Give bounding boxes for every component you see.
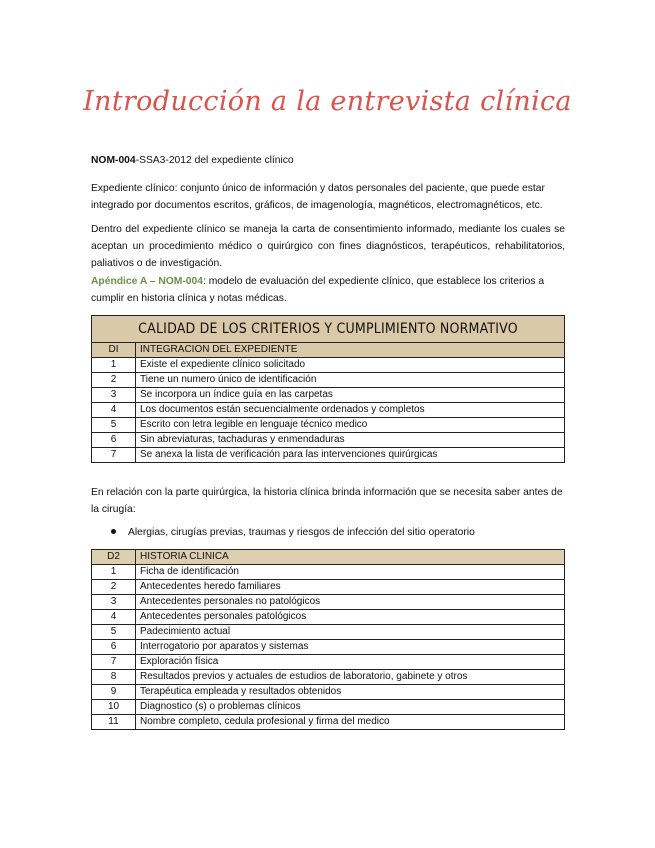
table-row xyxy=(92,565,565,580)
nom-code: NOM-004 xyxy=(91,155,136,166)
row-number: 1 xyxy=(92,358,136,373)
criteria-table-body xyxy=(92,358,565,463)
row-number: 4 xyxy=(92,610,136,625)
row-text: Terapéutica empleada y resultados obtenidos xyxy=(136,685,565,700)
row-number: 2 xyxy=(92,580,136,595)
row-number: 8 xyxy=(92,670,136,685)
row-number: 1 xyxy=(92,565,136,580)
table-row xyxy=(92,403,565,418)
table-row xyxy=(92,388,565,403)
row-text: Padecimiento actual xyxy=(136,625,565,640)
criteria-col-title: INTEGRACION DEL EXPEDIENTE xyxy=(136,343,565,358)
row-text: Se anexa la lista de verificación para las intervenciones quirúrgicas xyxy=(136,448,565,463)
row-number: 5 xyxy=(92,418,136,433)
bullet-text: Alergias, cirugías previas, traumas y riesgos de infección del sitio operatorio xyxy=(128,527,475,538)
row-text: Ficha de identificación xyxy=(136,565,565,580)
row-number: 10 xyxy=(92,700,136,715)
criteria-col-di: DI xyxy=(92,343,136,358)
historia-col-d2: D2 xyxy=(92,550,136,565)
row-text: Antecedentes personales patológicos xyxy=(136,610,565,625)
row-number: 3 xyxy=(92,595,136,610)
row-number: 9 xyxy=(92,685,136,700)
surgical-paragraph: En relación con la parte quirúrgica, la historia clínica brinda información que se necesita saber antes de la cirugía: xyxy=(91,487,563,515)
table-row xyxy=(92,448,565,463)
table-row xyxy=(92,655,565,670)
row-text: Resultados previos y actuales de estudios de laboratorio, gabinete y otros xyxy=(136,670,565,685)
table-row xyxy=(92,715,565,730)
row-number: 4 xyxy=(92,403,136,418)
appendix-text: : modelo de evaluación del expediente clínico, que establece los criterios a cumplir en historia clínica y notas médicas. xyxy=(91,276,545,304)
criteria-table xyxy=(91,315,565,463)
table-row xyxy=(92,685,565,700)
historia-col-title: HISTORIA CLINICA xyxy=(136,550,565,565)
row-text: Tiene un numero único de identificación xyxy=(136,373,565,388)
appendix-paragraph xyxy=(91,273,565,307)
row-number: 6 xyxy=(92,640,136,655)
table-row xyxy=(92,580,565,595)
page-title: Introducción a la entrevista clínica xyxy=(83,86,572,117)
row-text: Sin abreviaturas, tachaduras y enmendaduras xyxy=(136,433,565,448)
historia-table-body xyxy=(92,565,565,730)
row-number: 3 xyxy=(92,388,136,403)
row-text: Antecedentes personales no patológicos xyxy=(136,595,565,610)
row-text: Diagnostico (s) o problemas clínicos xyxy=(136,700,565,715)
row-text: Existe el expediente clínico solicitado xyxy=(136,358,565,373)
row-text: Se incorpora un índice guía en las carpetas xyxy=(136,388,565,403)
row-number: 7 xyxy=(92,448,136,463)
nom-reference xyxy=(91,152,565,169)
criteria-table-caption: CALIDAD DE LOS CRITERIOS Y CUMPLIMIENTO NORMATIVO xyxy=(92,316,565,343)
table-row xyxy=(92,433,565,448)
row-number: 6 xyxy=(92,433,136,448)
row-text: Exploración física xyxy=(136,655,565,670)
row-text: Los documentos están secuencialmente ordenados y completos xyxy=(136,403,565,418)
historia-table xyxy=(91,549,565,730)
consent-paragraph: Dentro del expediente clínico se maneja la carta de consentimiento informado, mediante los cuales se aceptan un procedimiento médico o quirúrgico con fines diagnósticos, terapéuticos, rehabilitatorios, paliativos o de investigación. xyxy=(91,224,565,269)
row-text: Antecedentes heredo familiares xyxy=(136,580,565,595)
row-number: 11 xyxy=(92,715,136,730)
row-text: Escrito con letra legible en lenguaje técnico medico xyxy=(136,418,565,433)
table-row xyxy=(92,670,565,685)
expediente-definition: Expediente clínico: conjunto único de información y datos personales del paciente, que puede estar integrado por documentos escritos, gráficos, de imagenología, magnéticos, electromagnéticos, etc. xyxy=(91,183,545,211)
bullet-dot-icon xyxy=(111,529,116,534)
appendix-label: Apéndice A – NOM-004 xyxy=(91,276,203,287)
table-row xyxy=(92,418,565,433)
nom-description: -SSA3-2012 del expediente clínico xyxy=(135,155,294,166)
table-row xyxy=(92,373,565,388)
table-row xyxy=(92,595,565,610)
row-number: 2 xyxy=(92,373,136,388)
row-number: 7 xyxy=(92,655,136,670)
table-row xyxy=(92,610,565,625)
row-text: Nombre completo, cedula profesional y firma del medico xyxy=(136,715,565,730)
table-row xyxy=(92,640,565,655)
table-row xyxy=(92,625,565,640)
table-row xyxy=(92,358,565,373)
row-text: Interrogatorio por aparatos y sistemas xyxy=(136,640,565,655)
table-row xyxy=(92,700,565,715)
row-number: 5 xyxy=(92,625,136,640)
bullet-item xyxy=(111,524,475,541)
